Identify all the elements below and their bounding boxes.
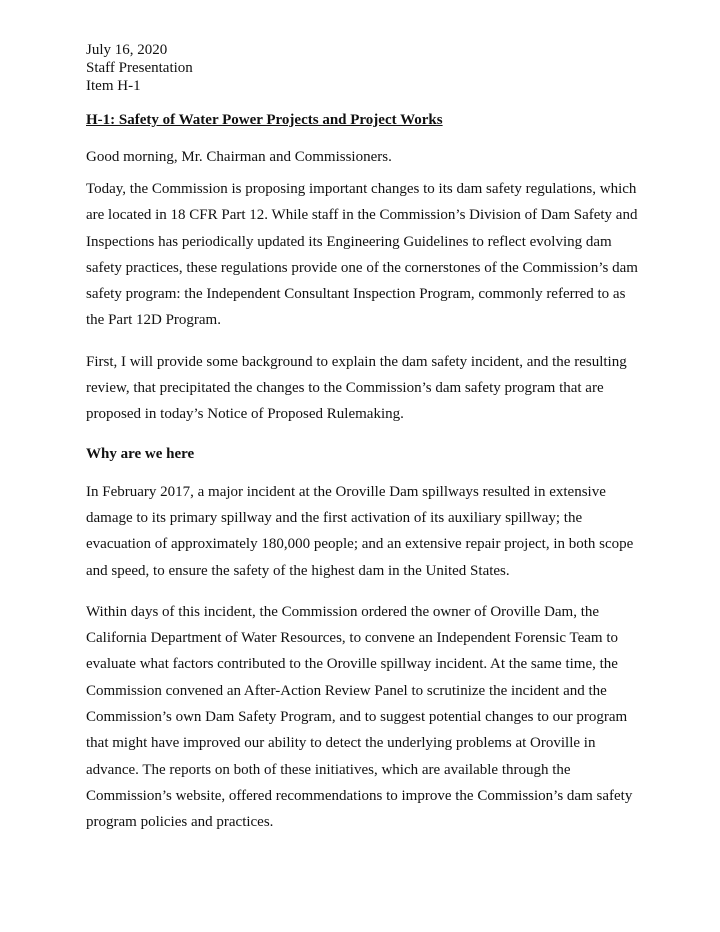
document-date: July 16, 2020 [86,42,168,58]
document-subtitle: Staff Presentation [86,60,193,76]
document-title: H-1: Safety of Water Power Projects and Project Works [86,112,443,128]
paragraph-background: First, I will provide some background to explain the dam safety incident, and the resulting review, that precipitated the changes to the Commission’s dam safety program that are proposed in today’s Notice of Proposed Rulemaking. [86,353,627,423]
paragraph-proposed-changes: Today, the Commission is proposing important changes to its dam safety regulations, which are located in 18 CFR Part 12. While staff in the Commission’s Division of Dam Safety and Inspections has periodically updated its Engineering Guidelines to reflect evolving dam safety practices, these regulations provide one of the cornerstones of the Commission’s dam safety program: the Independent Consultant Inspection Program, commonly referred to as the Part 12D Program. [86,181,638,329]
greeting: Good morning, Mr. Chairman and Commissioners. [86,149,392,165]
document-page [86,41,646,836]
paragraph-oroville-incident: In February 2017, a major incident at the Oroville Dam spillways resulted in extensive damage to its primary spillway and the first activation of its auxiliary spillway; the evacuation of approximately 180,000 people; and an extensive repair project, in both scope and speed, to ensure the safety of the highest dam in the United States. [86,483,634,579]
section-heading: Why are we here [86,445,195,462]
paragraph-review-panel: Within days of this incident, the Commission ordered the owner of Oroville Dam, the California Department of Water Resources, to convene an Independent Forensic Team to evaluate what factors contributed to the Oroville spillway incident. At the same time, the Commission convened an After-Action Review Panel to scrutinize the incident and the Commission’s own Dam Safety Program, and to suggest potential changes to our program that might have improved our ability to detect the underlying problems at Oroville in advance. The reports on both of these initiatives, which are available through the Commission’s website, offered recommendations to improve the Commission’s dam safety program policies and practices. [86,603,633,831]
document-item-number: Item H-1 [86,78,141,94]
